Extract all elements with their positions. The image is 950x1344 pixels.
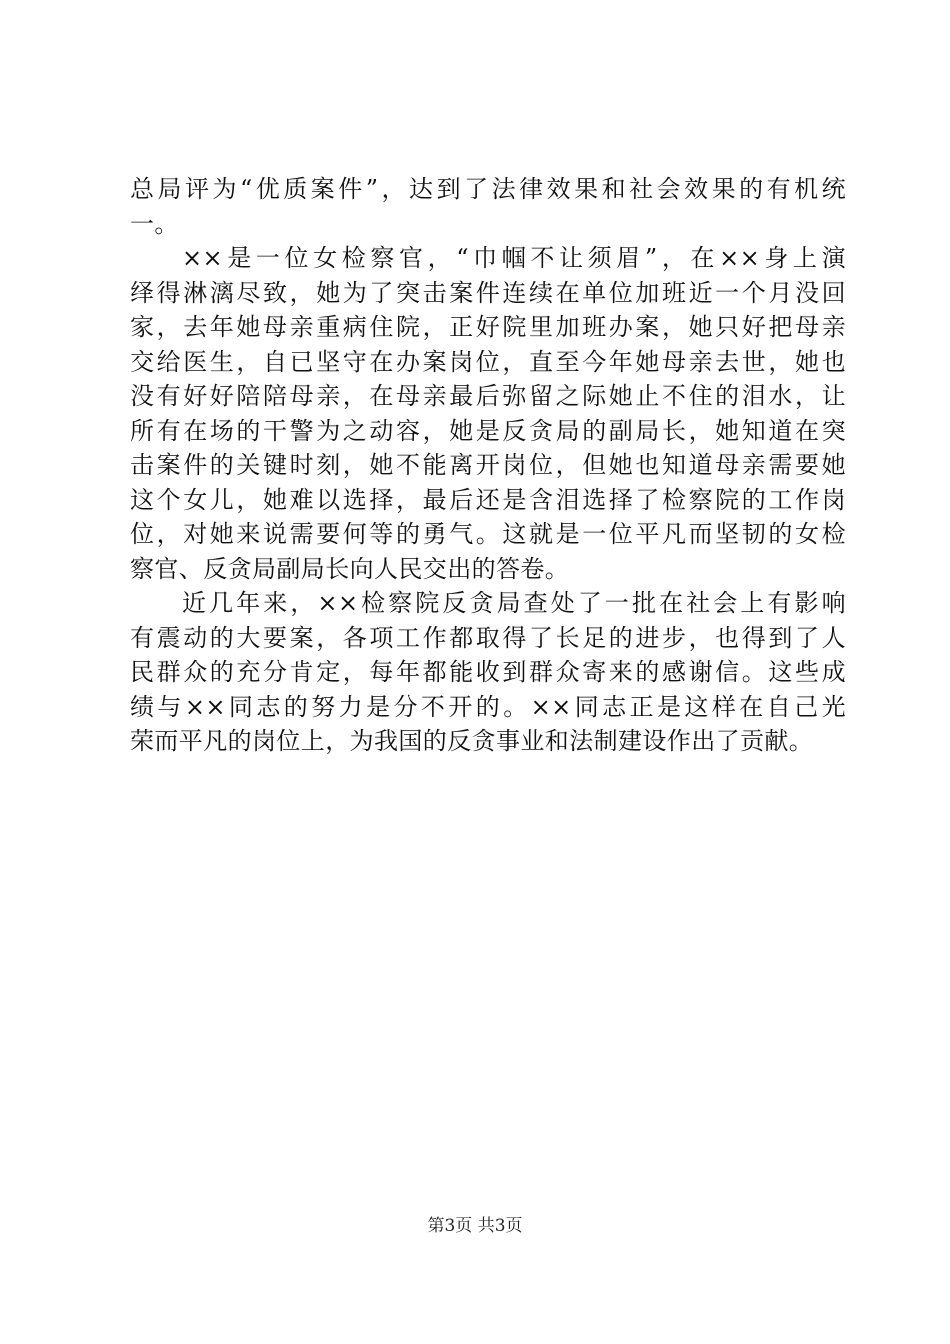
text-line: 有震动的大要案，各项工作都取得了长足的进步，也得到了人 (130, 623, 846, 652)
text-line: 位，对她来说需要何等的勇气。这就是一位平凡而坚韧的女检 (130, 520, 846, 548)
text-line: 总局评为“优质案件”，达到了法律效果和社会效果的有机统 (130, 175, 846, 203)
text-line: 交给医生，自已坚守在办案岗位，直至今年她母亲去世，她也 (130, 347, 846, 376)
text-line: 近几年来，××检察院反贪局查处了一批在社会上有影响 (182, 589, 846, 617)
text-line: 击案件的关键时刻，她不能离开岗位，但她也知道母亲需要她 (130, 451, 846, 479)
page-footer: 第3页 共3页 (427, 1216, 523, 1236)
text-line: 绎得淋漓尽致，她为了突击案件连续在单位加班近一个月没回 (130, 278, 846, 307)
text-line: 家，去年她母亲重病住院，正好院里加班办案，她只好把母亲 (130, 313, 846, 341)
text-line: 察官、反贪局副局长向人民交出的答卷。 (130, 554, 570, 583)
paragraph (130, 172, 846, 241)
text-line: ××是一位女检察官，“巾帼不让须眉”，在××身上演 (182, 244, 846, 272)
text-line: 一。 (130, 209, 179, 238)
text-line: 荣而平凡的岗位上，为我国的反贪事业和法制建设作出了贡献。 (130, 727, 814, 755)
text-line: 没有好好陪陪母亲，在母亲最后弥留之际她止不住的泪水，让 (130, 382, 846, 410)
text-line: 民群众的充分肯定，每年都能收到群众寄来的感谢信。这些成 (130, 658, 846, 686)
text-line: 绩与××同志的努力是分不开的。××同志正是这样在自己光 (130, 692, 846, 721)
text-line: 这个女儿，她难以选择，最后还是含泪选择了检察院的工作岗 (130, 485, 846, 514)
paragraph (130, 241, 846, 586)
paragraph (130, 586, 846, 759)
document-body (130, 172, 846, 759)
text-line: 所有在场的干警为之动容，她是反贪局的副局长，她知道在突 (130, 416, 846, 445)
